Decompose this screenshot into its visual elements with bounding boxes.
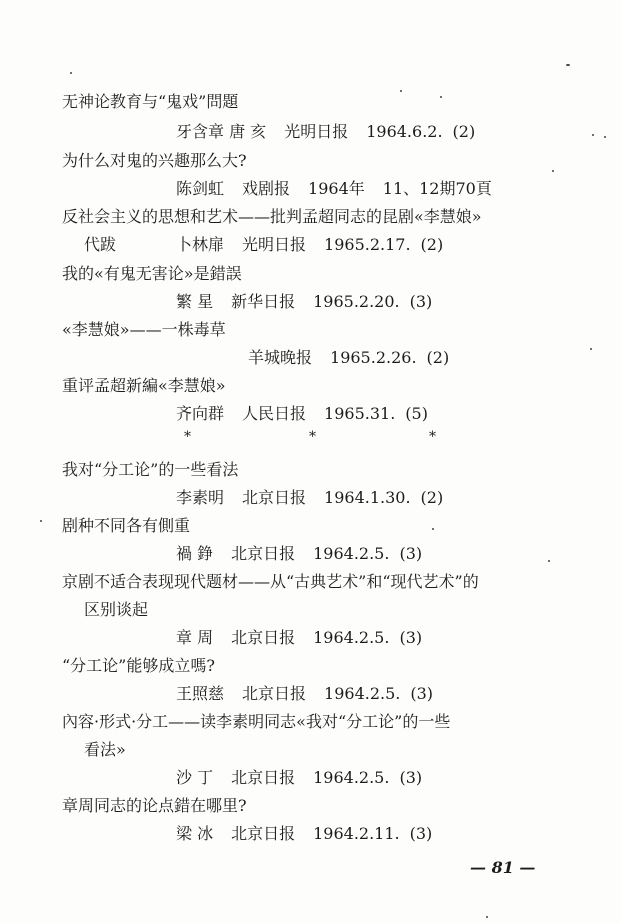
separator-asterisk: * [184,429,191,445]
scan-speck [40,520,42,522]
citation-date: 1964.2.11. [313,824,400,843]
entry-title: «李慧娘»——一株毒草 [62,320,226,339]
citation-source: 人民日报 [242,404,307,423]
citation-author: 卜林扉 [176,235,225,254]
citation-page: 11、12期70頁 [382,179,492,198]
citation-source: 北京日报 [242,684,307,703]
citation-author: 李素明 [176,488,225,507]
scan-speck [440,96,442,98]
citation-author: 牙含章 唐 亥 [176,122,267,141]
entry-title: 我对“分工论”的一些看法 [62,460,239,479]
entry-title: 反社会主义的思想和艺术——批判孟超同志的昆剧«李慧娘» [62,207,482,226]
citation-source: 光明日报 [284,122,349,141]
entry-title: 无神论教育与“鬼戏”問題 [62,92,239,111]
entry-title: 为什么对鬼的兴趣那么大? [62,151,247,170]
citation-source: 北京日报 [231,824,296,843]
citation-date: 1965.2.26. [330,348,417,367]
entry-citation [176,628,422,648]
scan-speck [552,170,554,172]
entry-citation [176,684,433,704]
entry-title: 剧种不同各有側重 [62,516,191,535]
entry-citation [176,292,432,312]
entry-citation [176,824,432,844]
scan-speck [400,90,402,92]
citation-page: (2) [452,122,476,141]
citation-page: (5) [405,404,428,423]
citation-source: 光明日报 [242,235,307,254]
entry-citation [176,488,443,508]
citation-date: 1964.2.5. [324,684,401,703]
citation-source: 北京日报 [231,628,296,647]
scan-speck [590,348,592,350]
citation-date: 1964.2.5. [313,768,390,787]
citation-source: 北京日报 [231,544,296,563]
citation-date: 1964.6.2. [366,122,443,141]
entry-citation [248,348,449,368]
citation-source: 北京日报 [242,488,307,507]
citation-page: (2) [420,235,444,254]
citation-author: 沙 丁 [176,768,214,787]
citation-date: 1965.2.20. [313,292,400,311]
citation-page: (3) [399,544,423,563]
citation-author: 梁 冰 [176,824,214,843]
entry-citation [176,404,428,424]
citation-page: (3) [399,768,423,787]
citation-date: 1964.2.5. [313,628,390,647]
citation-author: 禍 錚 [176,544,214,563]
entry-title: 我的«有鬼无害论»是錯誤 [62,264,242,283]
entry-title: 重评孟超新編«李慧娘» [62,376,226,395]
citation-author: 繁 星 [176,292,214,311]
separator-asterisk: * [309,429,316,445]
page-number: — 81 — [470,858,536,877]
scan-speck [548,560,550,562]
citation-page: (3) [409,292,433,311]
citation-author: 王照慈 [176,684,225,703]
entry-title-continuation: 看法» [84,740,126,759]
scan-speck [604,136,606,138]
separator-asterisk: * [429,429,436,445]
citation-source: 羊城晚报 [248,348,313,367]
citation-date: 1965.31. [324,404,396,423]
entry-title-continuation: 代跋 [84,235,117,254]
scan-speck [70,72,72,74]
entry-title: “分工论”能够成立嗎? [62,656,215,675]
citation-author: 章 周 [176,628,214,647]
citation-date: 1964.2.5. [313,544,390,563]
entry-title: 章周同志的论点錯在哪里? [62,796,247,815]
citation-source: 戏剧报 [242,179,291,198]
citation-author: 齐向群 [176,404,225,423]
entry-citation [176,179,492,199]
citation-author: 陈剑虹 [176,179,225,198]
scan-speck [432,528,434,530]
citation-date: 1965.2.17. [324,235,411,254]
entry-title: 內容·形式·分工——读李素明同志«我对“分工论”的一些 [62,712,451,731]
entry-title-continuation: 区别谈起 [84,600,149,619]
citation-page: (3) [410,684,434,703]
citation-source: 北京日报 [231,768,296,787]
scan-speck [486,916,488,918]
scan-speck [566,64,570,66]
citation-page: (2) [420,488,444,507]
entry-citation [176,544,422,564]
scan-speck [592,134,594,136]
citation-source: 新华日报 [231,292,296,311]
citation-page: (3) [399,628,423,647]
citation-date: 1964年 [308,179,365,198]
entry-title: 京剧不适合表现现代题材——从“古典艺术”和“现代艺术”的 [62,572,479,591]
citation-page: (2) [426,348,450,367]
entry-citation [176,122,475,142]
entry-citation [176,235,443,255]
citation-date: 1964.1.30. [324,488,411,507]
entry-citation [176,768,422,788]
citation-page: (3) [409,824,433,843]
